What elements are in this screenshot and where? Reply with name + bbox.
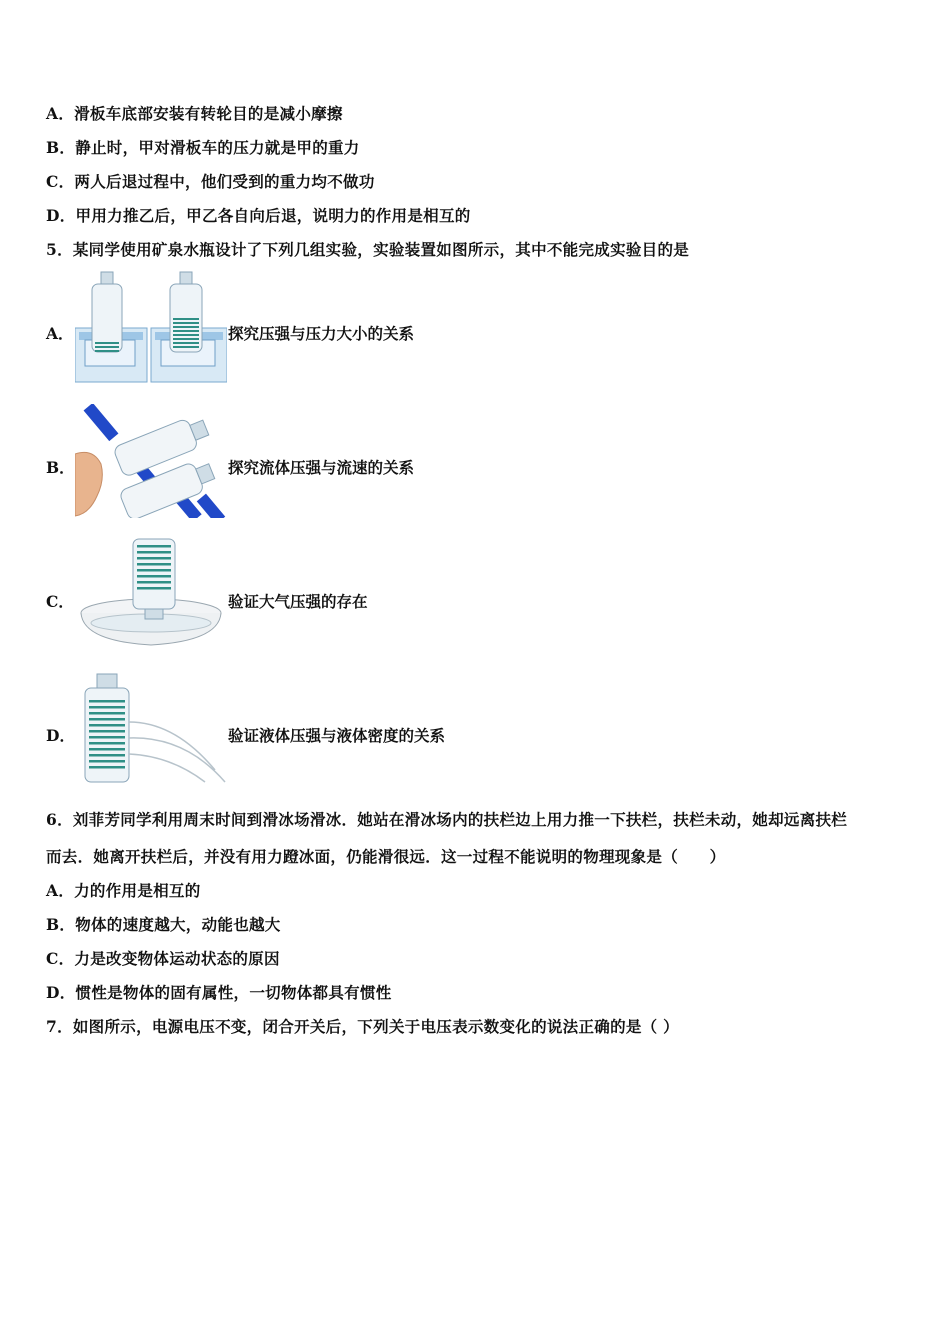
q5-stem: 5．某同学使用矿泉水瓶设计了下列几组实验，实验装置如图所示，其中不能完成实验目的是: [46, 240, 690, 259]
bottle-water-jets-icon: [75, 670, 227, 784]
q5-option-a-letter: A．: [46, 324, 74, 343]
q5-option-d-text: 验证液体压强与液体密度的关系: [228, 726, 446, 745]
inverted-bottle-in-dish-icon: [75, 537, 227, 651]
q4-option-d: D．甲用力推乙后，甲乙各自向后退，说明力的作用是相互的: [46, 206, 471, 225]
bottles-on-sponge-icon: [75, 270, 227, 384]
q6-stem-line2: 而去．她离开扶栏后，并没有用力蹬冰面，仍能滑很远．这一过程不能说明的物理现象是（ ）: [46, 847, 726, 866]
q6-stem-line1: 6．刘菲芳同学利用周末时间到滑冰场滑冰．她站在滑冰场内的扶栏边上用力推一下扶栏，扶栏未动，她却远离扶栏: [46, 810, 848, 829]
q6-option-d: D．惯性是物体的固有属性，一切物体都具有惯性: [46, 983, 392, 1002]
q4-option-c: C．两人后退过程中，他们受到的重力均不做功: [46, 172, 375, 191]
q6-option-b: B．物体的速度越大，动能也越大: [46, 915, 281, 934]
q7-stem: 7．如图所示，电源电压不变，闭合开关后，下列关于电压表示数变化的说法正确的是（ ）: [46, 1017, 679, 1036]
q5-option-b-letter: B．: [46, 458, 75, 477]
q6-option-c: C．力是改变物体运动状态的原因: [46, 949, 280, 968]
q6-option-a: A．力的作用是相互的: [46, 881, 201, 900]
q4-option-b: B．静止时，甲对滑板车的压力就是甲的重力: [46, 138, 360, 157]
q5-option-c-text: 验证大气压强的存在: [228, 592, 368, 611]
q5-option-b-text: 探究流体压强与流速的关系: [228, 458, 415, 477]
q5-option-a-text: 探究压强与压力大小的关系: [228, 324, 415, 343]
q4-option-a: A．滑板车底部安装有转轮目的是减小摩擦: [46, 104, 343, 123]
q5-option-d-letter: D．: [46, 726, 75, 745]
q5-option-c-letter: C．: [46, 592, 74, 611]
blowing-between-bottles-icon: [75, 404, 227, 518]
